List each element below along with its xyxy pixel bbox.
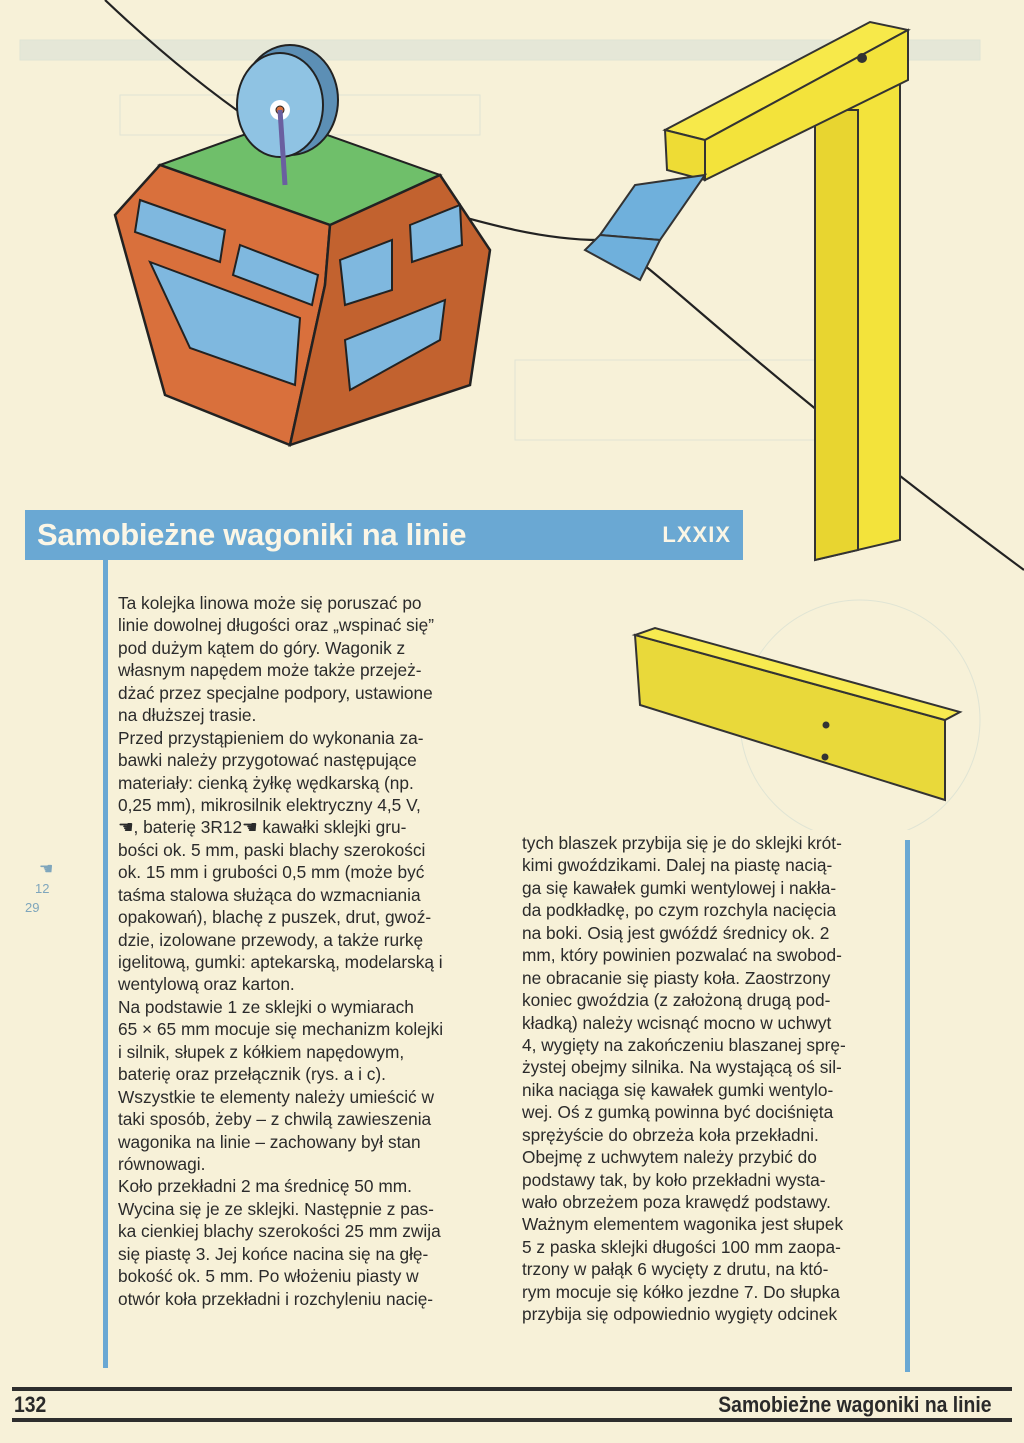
footer-rule-bottom xyxy=(12,1418,1012,1422)
text-line: równowagi. xyxy=(118,1153,206,1174)
text-line: linie dowolnej długości oraz „wspinać się” xyxy=(118,615,435,636)
text-line: otwór koła przekładni i rozchyleniu nacię- xyxy=(118,1288,434,1309)
text-line: bawki należy przygotować następujące xyxy=(118,750,417,771)
text-line: 65 × 65 mm mocuje się mechanizm kolejki xyxy=(118,1019,444,1040)
text-line: ☚, baterię 3R12☚ kawałki sklejki gru- xyxy=(118,817,407,838)
gondola xyxy=(115,45,490,445)
chapter-title: Samobieżne wagoniki na linie xyxy=(37,517,467,552)
body-text-left-column xyxy=(118,592,508,1310)
text-line: opakowań), blachę z puszek, drut, gwoź- xyxy=(118,907,432,928)
text-line: bokość ok. 5 mm. Po włożeniu piasty w xyxy=(118,1266,419,1287)
text-line: trzony w pałąk 6 wycięty z drutu, na któ- xyxy=(522,1259,829,1280)
text-line: przybija się odpowiednio wygięty odcinek xyxy=(522,1304,838,1325)
text-line: mm, który powinien pozwalać na swobod- xyxy=(522,945,842,966)
text-line: wentylową oraz karton. xyxy=(118,974,295,995)
text-line: ka cienkiej blachy szerokości 25 mm zwija xyxy=(118,1221,441,1242)
text-line: się piastę 3. Jej końce nacina się na głę- xyxy=(118,1243,429,1264)
text-line: Na podstawie 1 ze sklejki o wymiarach xyxy=(118,996,414,1017)
text-line: 0,25 mm), mikrosilnik elektryczny 4,5 V, xyxy=(118,794,421,815)
text-line: wej. Oś z gumką powinna być dociśnięta xyxy=(522,1102,834,1123)
right-column-rule xyxy=(905,840,910,1372)
text-line: koniec gwoździa (z założoną drugą pod- xyxy=(522,990,831,1011)
text-line: kimi gwoździkami. Dalej na piastę nacią- xyxy=(522,855,833,876)
text-line: na boki. Osią jest gwóźdź średnicy ok. 2 xyxy=(522,922,830,943)
pointing-hand-icon: ☚ xyxy=(39,861,54,878)
margin-note-line: 12 xyxy=(35,881,50,896)
text-line: tych blaszek przybija się je do sklejki krót- xyxy=(522,833,842,853)
page-number: 132 xyxy=(14,1392,47,1417)
text-line: i silnik, słupek z kółkiem napędowym, xyxy=(118,1041,405,1062)
text-line: 4, wygięty na zakończeniu blaszanej sprę- xyxy=(522,1034,846,1055)
text-line: Koło przekładni 2 ma średnicę 50 mm. xyxy=(118,1176,412,1197)
text-line: wagonika na linie – zachowany był stan xyxy=(118,1131,421,1152)
margin-note-line: 29 xyxy=(25,900,40,915)
text-line: da podkładkę, po czym rozchyla nacięcia xyxy=(522,900,837,921)
text-line: własnym napędem może także przejeż- xyxy=(118,660,422,681)
body-text-right-column xyxy=(522,832,902,1326)
text-line: sprężyście do obrzeża koła przekładni. xyxy=(522,1124,819,1145)
text-line: ne obracanie się piasty koła. Zaostrzony xyxy=(522,967,831,988)
text-line: kładką) należy wcisnąć mocno w uchwyt xyxy=(522,1012,832,1033)
text-line: nika naciąga się kawałek gumki wentylo- xyxy=(522,1079,834,1100)
text-line: dżać przez specjalne podpory, ustawione xyxy=(118,682,433,703)
wooden-support xyxy=(585,22,960,800)
text-line: Ta kolejka linowa może się poruszać po xyxy=(118,593,422,613)
text-line: taki sposób, żeby – z chwilą zawieszenia xyxy=(118,1109,432,1130)
text-line: podstawy tak, by koło przekładni wysta- xyxy=(522,1169,826,1190)
text-line: igelitową, gumki: aptekarską, modelarską i xyxy=(118,952,443,972)
chapter-title-bar xyxy=(25,510,743,560)
text-line: Wszystkie te elementy należy umieścić w xyxy=(118,1086,434,1107)
footer-rule-top xyxy=(12,1387,1012,1391)
text-line: Ważnym elementem wagonika jest słupek xyxy=(522,1214,844,1235)
text-line: materiały: cienką żyłkę wędkarską (np. xyxy=(118,772,414,793)
text-line: Obejmę z uchwytem należy przybić do xyxy=(522,1147,817,1168)
text-line: 5 z paska sklejki długości 100 mm zaopa- xyxy=(522,1236,841,1257)
text-line: żystej obejmy silnika. Na wystającą oś sil- xyxy=(522,1057,842,1078)
text-line: baterię oraz przełącznik (rys. a i c). xyxy=(118,1064,386,1085)
text-line: bości ok. 5 mm, paski blachy szerokości xyxy=(118,839,426,860)
text-line: rym mocuje się kółko jezdne 7. Do słupka xyxy=(522,1281,840,1302)
chapter-number: LXXIX xyxy=(662,522,731,547)
text-line: Wycina się je ze sklejki. Następnie z pas- xyxy=(118,1198,434,1219)
text-line: ga się kawałek gumki wentylowej i nakła- xyxy=(522,877,837,898)
text-line: taśma stalowa służąca do wzmacniania xyxy=(118,884,421,905)
text-line: na dłuższej trasie. xyxy=(118,705,257,726)
text-line: pod dużym kątem do góry. Wagonik z xyxy=(118,637,406,658)
margin-note xyxy=(25,860,53,917)
left-column-rule xyxy=(103,560,108,1368)
text-line: wało obrzeżem poza krawędź podstawy. xyxy=(522,1192,831,1212)
text-line: dzie, izolowane przewody, a także rurkę xyxy=(118,929,424,950)
running-head: Samobieżne wagoniki na linie xyxy=(718,1392,992,1417)
text-line: ok. 15 mm i grubości 0,5 mm (może być xyxy=(118,862,425,883)
text-line: Przed przystąpieniem do wykonania za- xyxy=(118,727,424,748)
